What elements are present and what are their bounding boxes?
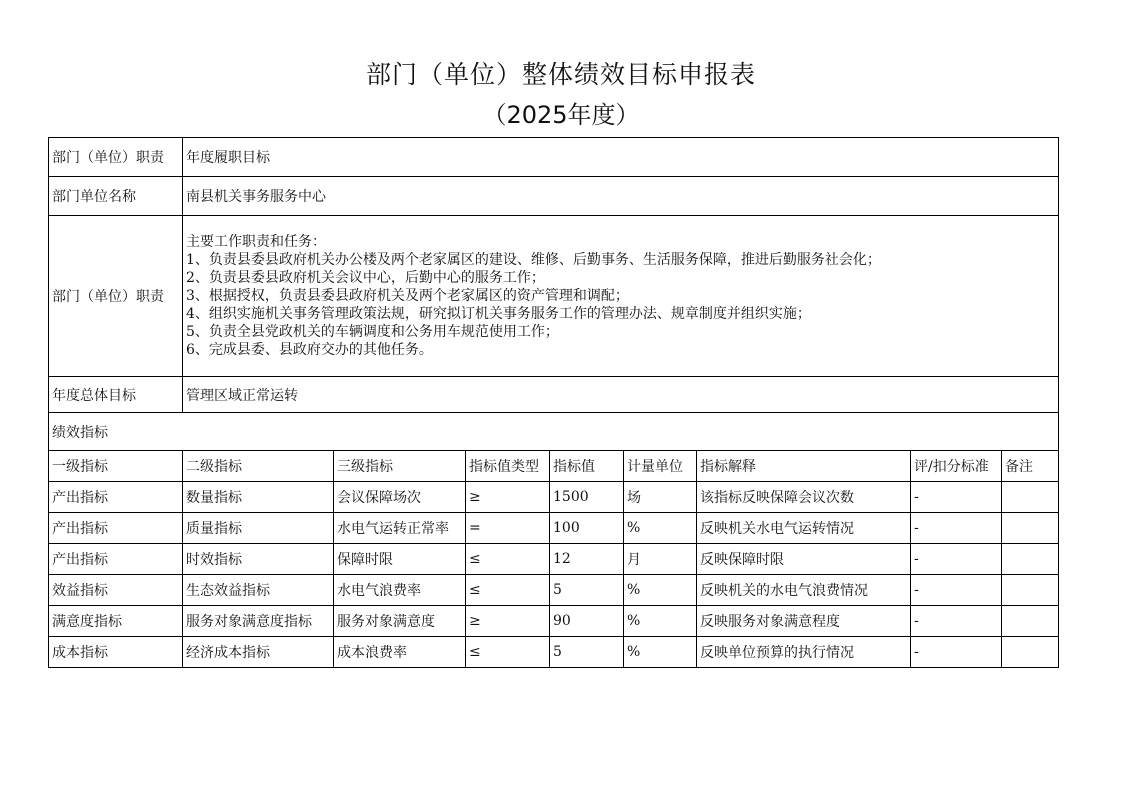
level2-indicator-cell: 生态效益指标: [183, 575, 334, 606]
level3-indicator-cell: 水电气运转正常率: [334, 513, 466, 544]
column-header: 指标值: [550, 451, 624, 482]
unit-name-row: [49, 177, 1059, 216]
level1-indicator-cell: 产出指标: [49, 482, 183, 513]
value-type-cell: ≤: [466, 637, 550, 668]
indicator-value-cell: 100: [550, 513, 624, 544]
duty-line: 5、负责全县党政机关的车辆调度和公务用车规范使用工作；: [186, 324, 559, 340]
level3-indicator-cell: 会议保障场次: [334, 482, 466, 513]
duty-line: 6、完成县委、县政府交办的其他任务。: [186, 342, 433, 358]
level3-indicator-cell: 服务对象满意度: [334, 606, 466, 637]
scoring-cell: -: [911, 544, 1002, 575]
explanation-cell: 该指标反映保障会议次数: [697, 482, 911, 513]
duty-target-row: [49, 138, 1059, 177]
remarks-cell: [1002, 513, 1059, 544]
performance-indicators-heading-row: [49, 413, 1059, 451]
remarks-cell: [1002, 575, 1059, 606]
unit-cell: %: [624, 513, 697, 544]
indicator-value-cell: 90: [550, 606, 624, 637]
table-row: [49, 482, 1059, 513]
indicator-value-cell: 12: [550, 544, 624, 575]
level2-indicator-cell: 数量指标: [183, 482, 334, 513]
duty-line: 1、负责县委县政府机关办公楼及两个老家属区的建设、维修、后勤事务、生活服务保障，推进后勤服务社会化；: [186, 252, 881, 268]
table-row: [49, 637, 1059, 668]
duty-line: 4、组织实施机关事务管理政策法规，研究拟订机关事务服务工作的管理办法、规章制度并组织实施；: [186, 306, 811, 322]
performance-target-table: [48, 137, 1059, 668]
explanation-cell: 反映保障时限: [697, 544, 911, 575]
level2-indicator-cell: 质量指标: [183, 513, 334, 544]
duty-label-cell: 部门（单位）职责: [49, 138, 183, 177]
scoring-cell: -: [911, 637, 1002, 668]
duties-row: [49, 216, 1059, 377]
level2-indicator-cell: 服务对象满意度指标: [183, 606, 334, 637]
column-header: 指标解释: [697, 451, 911, 482]
table-row: [49, 575, 1059, 606]
duty-line: 主要工作职责和任务：: [186, 234, 326, 250]
annual-duty-target-cell: 年度履职目标: [183, 138, 1059, 177]
unit-cell: %: [624, 637, 697, 668]
scoring-cell: -: [911, 513, 1002, 544]
scoring-cell: -: [911, 482, 1002, 513]
remarks-cell: [1002, 606, 1059, 637]
indicator-value-cell: 5: [550, 575, 624, 606]
explanation-cell: 反映单位预算的执行情况: [697, 637, 911, 668]
value-type-cell: ≥: [466, 606, 550, 637]
table-row: [49, 606, 1059, 637]
level1-indicator-cell: 效益指标: [49, 575, 183, 606]
value-type-cell: ≤: [466, 544, 550, 575]
level3-indicator-cell: 保障时限: [334, 544, 466, 575]
level1-indicator-cell: 成本指标: [49, 637, 183, 668]
table-row: [49, 544, 1059, 575]
duty-line: 3、根据授权，负责县委县政府机关及两个老家属区的资产管理和调配；: [186, 288, 629, 304]
indicator-value-cell: 1500: [550, 482, 624, 513]
column-header: 计量单位: [624, 451, 697, 482]
unit-name-label-cell: 部门单位名称: [49, 177, 183, 216]
level1-indicator-cell: 产出指标: [49, 544, 183, 575]
level2-indicator-cell: 经济成本指标: [183, 637, 334, 668]
value-type-cell: =: [466, 513, 550, 544]
remarks-cell: [1002, 544, 1059, 575]
performance-indicators-heading: 绩效指标: [49, 413, 1059, 451]
duties-label-cell: 部门（单位）职责: [49, 216, 183, 377]
duty-line: 2、负责县委县政府机关会议中心，后勤中心的服务工作；: [186, 270, 545, 286]
level1-indicator-cell: 满意度指标: [49, 606, 183, 637]
page-title: 部门（单位）整体绩效目标申报表: [365, 60, 756, 89]
table-row: [49, 513, 1059, 544]
page-subtitle: （2025年度）: [482, 101, 640, 129]
indicator-header-row: [49, 451, 1059, 482]
level1-indicator-cell: 产出指标: [49, 513, 183, 544]
column-header: 一级指标: [49, 451, 183, 482]
column-header: 指标值类型: [466, 451, 550, 482]
scoring-cell: -: [911, 606, 1002, 637]
indicator-value-cell: 5: [550, 637, 624, 668]
column-header: 三级指标: [334, 451, 466, 482]
column-header: 二级指标: [183, 451, 334, 482]
unit-name-cell: 南县机关事务服务中心: [183, 177, 1059, 216]
duties-content-cell: [183, 216, 1059, 377]
overall-target-cell: 管理区域正常运转: [183, 377, 1059, 413]
column-header: 评/扣分标准: [911, 451, 1002, 482]
unit-cell: 场: [624, 482, 697, 513]
value-type-cell: ≥: [466, 482, 550, 513]
explanation-cell: 反映机关的水电气浪费情况: [697, 575, 911, 606]
remarks-cell: [1002, 482, 1059, 513]
value-type-cell: ≤: [466, 575, 550, 606]
scoring-cell: -: [911, 575, 1002, 606]
level3-indicator-cell: 水电气浪费率: [334, 575, 466, 606]
level3-indicator-cell: 成本浪费率: [334, 637, 466, 668]
remarks-cell: [1002, 637, 1059, 668]
level2-indicator-cell: 时效指标: [183, 544, 334, 575]
annual-overall-target-row: [49, 377, 1059, 413]
column-header: 备注: [1002, 451, 1059, 482]
explanation-cell: 反映机关水电气运转情况: [697, 513, 911, 544]
unit-cell: %: [624, 575, 697, 606]
explanation-cell: 反映服务对象满意程度: [697, 606, 911, 637]
unit-cell: %: [624, 606, 697, 637]
overall-target-label-cell: 年度总体目标: [49, 377, 183, 413]
unit-cell: 月: [624, 544, 697, 575]
